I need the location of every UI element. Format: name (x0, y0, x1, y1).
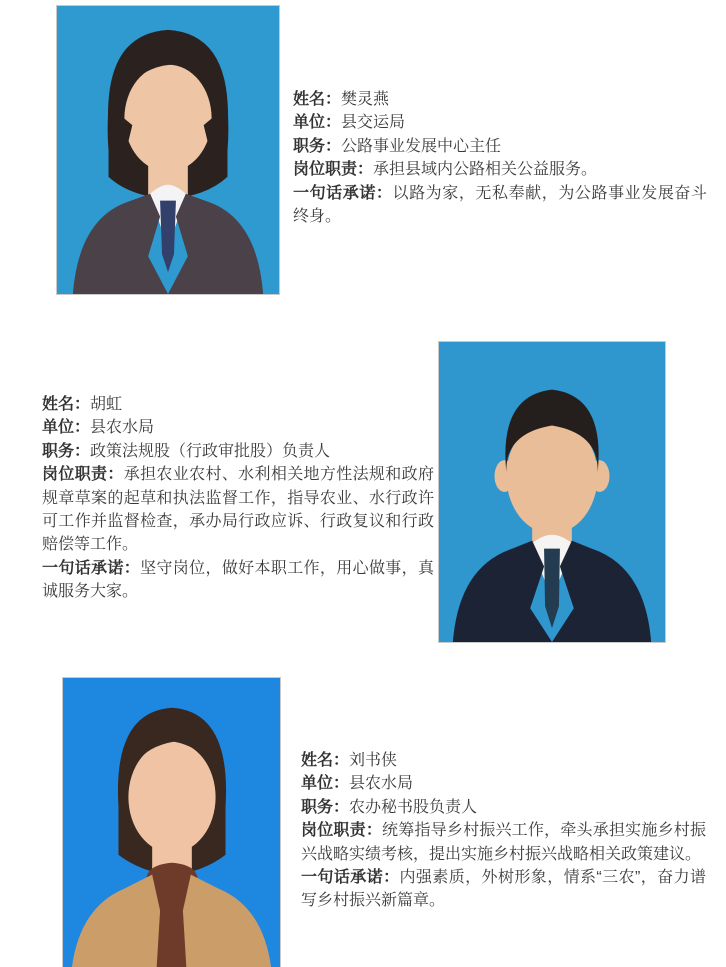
field-label: 一句话承诺： (301, 869, 400, 887)
profile-info-1 (293, 88, 707, 228)
field-value: 坚守岗位，做好本职工作，用心做事，真诚服务大家。 (42, 559, 434, 601)
field-position (293, 135, 707, 158)
field-label: 职务： (42, 442, 91, 460)
field-value: 以路为家，无私奉献，为公路事业发展奋斗终身。 (293, 184, 707, 226)
field-value: 胡虹 (90, 396, 123, 413)
field-label: 单位： (42, 419, 91, 437)
field-label: 职务： (301, 798, 350, 816)
profile-photo-3 (62, 677, 281, 967)
field-value: 统筹指导乡村振兴工作，牵头承担实施乡村振兴战略实绩考核，提出实施乡村振兴战略相关政策建议。 (301, 822, 706, 863)
profile-info-3 (301, 749, 706, 913)
profile-info-2 (42, 393, 434, 604)
field-label: 岗位职责： (42, 466, 124, 484)
field-value: 承担县域内公路相关公益服务。 (373, 161, 598, 179)
profile-photo-2 (438, 341, 666, 643)
field-value: 承担农业农村、水利相关地方性法规和政府规章草案的起草和执法监督工作，指导农业、水行政许可工作并监督检查，承办局行政应诉、行政复议和行政赔偿等工作。 (42, 466, 434, 554)
field-label: 岗位职责： (301, 822, 383, 840)
field-label: 单位： (301, 775, 350, 793)
field-promise (42, 557, 434, 604)
field-position (42, 440, 434, 463)
field-unit (293, 111, 707, 134)
field-unit (301, 772, 706, 795)
field-value: 樊灵燕 (341, 91, 390, 108)
face-shape (128, 742, 215, 853)
field-value: 政策法规股（行政审批股）负责人 (90, 442, 331, 460)
portrait-woman-icon (63, 678, 280, 967)
field-value: 农办秘书股负责人 (349, 798, 478, 816)
field-position (301, 796, 706, 819)
field-promise (293, 182, 707, 229)
field-label: 姓名： (301, 752, 350, 769)
field-name (42, 393, 434, 416)
field-label: 岗位职责： (293, 161, 374, 179)
field-label: 姓名： (42, 396, 91, 413)
field-value: 刘书侠 (349, 752, 398, 769)
field-duty (293, 158, 707, 181)
field-label: 姓名： (293, 91, 342, 108)
field-label: 一句话承诺： (42, 559, 141, 577)
field-value: 内强素质，外树形象，情系“三农”，奋力谱写乡村振兴新篇章。 (301, 869, 706, 910)
field-label: 职务： (293, 137, 342, 155)
field-value: 县农水局 (349, 775, 414, 793)
portrait-woman-icon (57, 6, 279, 294)
field-value: 县农水局 (90, 419, 155, 437)
field-value: 公路事业发展中心主任 (341, 137, 502, 155)
portrait-man-icon (439, 342, 665, 642)
profile-photo-1 (56, 5, 280, 295)
field-name (293, 88, 707, 111)
field-unit (42, 416, 434, 439)
field-label: 单位： (293, 114, 342, 132)
field-duty (42, 463, 434, 557)
field-duty (301, 819, 706, 866)
field-promise (301, 866, 706, 913)
field-label: 一句话承诺： (293, 184, 393, 202)
face-shape (124, 65, 211, 172)
field-value: 县交运局 (341, 114, 406, 132)
field-name (301, 749, 706, 772)
